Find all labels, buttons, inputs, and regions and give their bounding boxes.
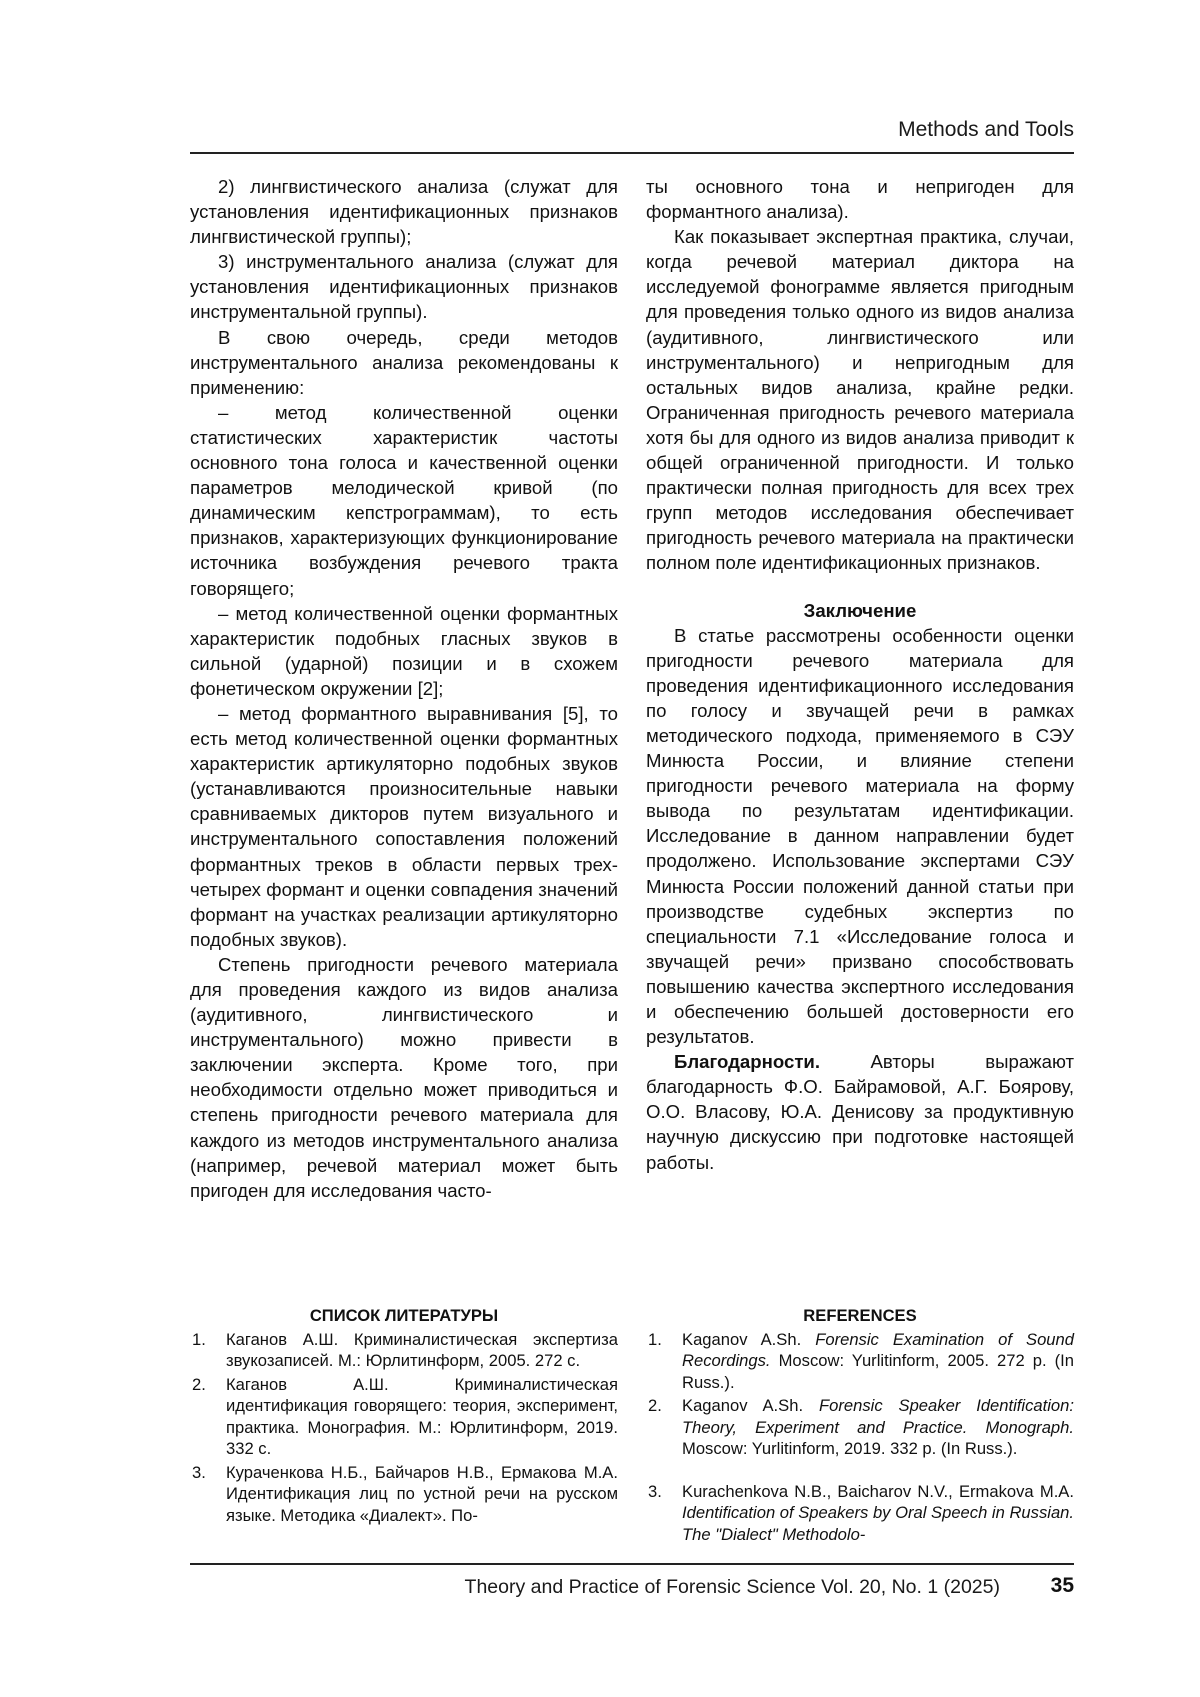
paragraph: Степень пригодности речевого материала для проведения каждого из видов анализа (аудитивного, лингвистического и инструментального) можно привести в заключении эксперта. Кроме того, при необходимости отдельно может приводиться и степень пригодности речевого материала для каждого из методов инструментального анализа (например, речевой материал может быть пригоден для исследования часто- — [190, 953, 618, 1201]
reference-authors: Kaganov A.Sh. — [682, 1396, 819, 1415]
reference-item — [646, 1329, 1074, 1394]
reference-authors: Kaganov A.Sh. — [682, 1329, 816, 1349]
reference-text: Кураченкова Н.Б., Байчаров Н.В., Ермакова М.А. Идентификация лиц по устной речи на русском языке. Методика «Диалект». По- — [226, 1462, 618, 1525]
paragraph: Как показывает экспертная практика, случаи, когда речевой материал диктора на исследуемой фонограмме является пригодным для проведения только одного из видов анализа (аудитивного, лингвистического или инструментального) и непригодным для остальных видов анализа, крайне редки. Ограниченная пригодность речевого материала хотя бы для одного из видов анализа приводит к общей ограниченной пригодности. И только практически полная пригодность для всех трех групп методов исследования обеспечивает пригодность речевого материала на практически полном поле идентификационных признаков. — [646, 226, 1074, 574]
acknowledgements — [646, 1049, 1074, 1174]
paragraph: В статье рассмотрены особенности оценки пригодности речевого материала для проведения идентификационного исследования по голосу и звучащей речи в рамках методического подхода, применяемого в СЭУ Минюста России, и влияние степени пригодности речевого материала на форму вывода по результатам идентификации. Исследование в данном направлении будет продолжено. Использование экспертами СЭУ Минюста России положений данной статьи при производстве судебных экспертиз по специальности 7.1 «Исследование голоса и звучащей речи» призвано способствовать повышению качества экспертного исследования и обеспечению большей достоверности его результатов. — [646, 624, 1074, 1048]
section-heading: Заключение — [803, 599, 917, 621]
acknowledgements-lead: Благодарности. — [674, 1051, 821, 1073]
page-number: 35 — [1050, 1574, 1074, 1597]
references-en — [646, 1305, 1074, 1547]
reference-text: Каганов А.Ш. Криминалистическая экспертиза звукозаписей. М.: Юрлитинформ, 2005. 272 с. — [226, 1329, 618, 1370]
journal-citation: Theory and Practice of Forensic Science Vol. 20, No. 1 (2025) — [464, 1576, 1000, 1598]
reference-item — [190, 1329, 618, 1372]
reference-number: 2. — [648, 1396, 662, 1415]
reference-number: 3. — [648, 1481, 662, 1501]
reference-text — [682, 1329, 1074, 1394]
reference-number: 1. — [648, 1329, 662, 1349]
footer-rule — [190, 1563, 1074, 1565]
reference-text — [682, 1481, 1074, 1546]
reference-text: Каганов А.Ш. Криминалистическая идентификация говорящего: теория, эксперимент, практика. Монография. М.: Юрлитинформ, 2019. 332 с. — [226, 1374, 618, 1458]
reference-publisher: Moscow: Yurlitinform, 2019. 332 p. (In Russ.). — [682, 1439, 1018, 1458]
references-heading: СПИСОК ЛИТЕРАТУРЫ — [309, 1306, 499, 1325]
left-column — [190, 174, 618, 1203]
right-column — [646, 174, 1074, 1175]
reference-item — [190, 1462, 618, 1527]
reference-item — [190, 1374, 618, 1460]
list-item: – метод количественной оценки формантных характеристик подобных гласных звуков в сильной (ударной) позиции и в схожем фонетическом окружении [2]; — [190, 602, 618, 699]
reference-item — [646, 1395, 1074, 1460]
reference-number: 3. — [192, 1462, 206, 1482]
paragraph: 2) лингвистического анализа (служат для установления идентификационных признаков лингвистической группы); — [190, 176, 618, 248]
reference-number: 1. — [192, 1329, 206, 1349]
running-header: Methods and Tools — [898, 118, 1074, 141]
list-item: – метод количественной оценки статистических характеристик частоты основного тона голоса и качественной оценки параметров мелодической кривой (по динамическим кепстрограммам), то есть признаков, характеризующих функционирование источника возбуждения речевого тракта говорящего; — [190, 401, 618, 599]
header-rule — [190, 152, 1074, 154]
reference-number: 2. — [192, 1374, 206, 1394]
reference-title: Forensic Examination of Sound Recordings. — [682, 1329, 1074, 1370]
references-ru — [190, 1305, 618, 1528]
reference-item — [646, 1481, 1074, 1546]
reference-authors: Kurachenkova N.B., Baicharov N.V., Ermakova M.A. — [682, 1481, 1074, 1501]
acknowledgements-text: Авторы выражают благодарность Ф.О. Байрамовой, А.Г. Боярову, О.О. Власову, Ю.А. Денисову за продуктивную научную дискуссию при подготовке настоящей работы. — [646, 1051, 1074, 1173]
paragraph: В свою очередь, среди методов инструментального анализа рекомендованы к применению: — [190, 326, 618, 398]
reference-text — [682, 1395, 1074, 1460]
paragraph: 3) инструментального анализа (служат для установления идентификационных признаков инструментальной группы). — [190, 251, 618, 323]
reference-publisher: Moscow: Yurlitinform, 2005. 272 p. (In Russ.). — [682, 1351, 1074, 1392]
references-heading: REFERENCES — [803, 1306, 917, 1325]
reference-title: Identification of Speakers by Oral Speech in Russian. The "Dialect" Methodolo- — [682, 1503, 1075, 1544]
reference-title: Forensic Speaker Identification: Theory, Experiment and Practice. Monograph. — [682, 1396, 1074, 1437]
list-item: – метод формантного выравнивания [5], то есть метод количественной оценки формантных характеристик артикуляторно подобных звуков (устанавливаются произносительные навыки сравниваемых дикторов путем визуального и инструментального сопоставления положений формантных треков в области первых трех-четырех формант и оценки совпадения значений формант на участках реализации артикуляторно подобных звуков). — [190, 702, 618, 950]
paragraph: ты основного тона и непригоден для формантного анализа). — [646, 176, 1074, 223]
